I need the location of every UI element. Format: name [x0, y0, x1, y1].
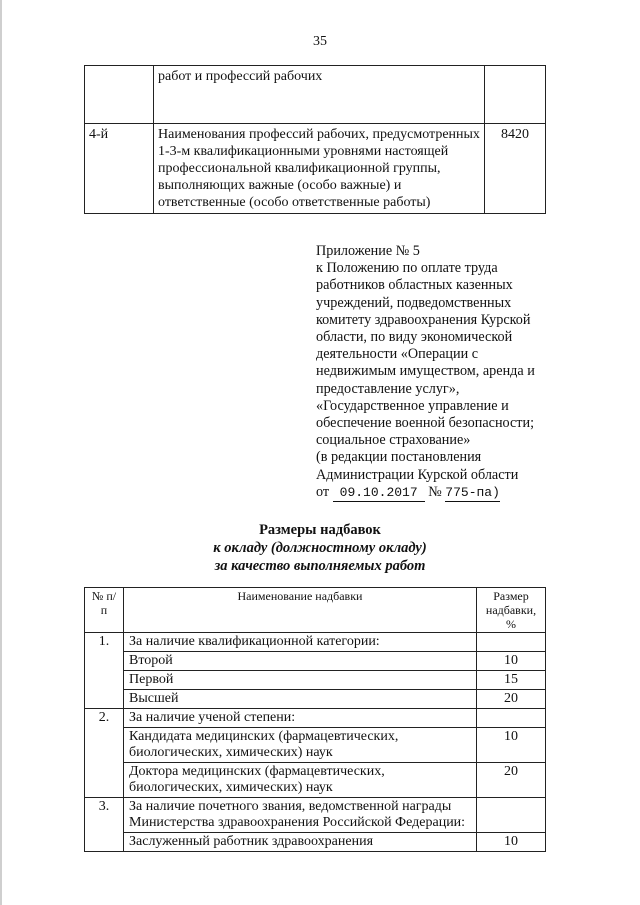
- appendix-line: деятельности «Операции с: [316, 346, 479, 363]
- table-row: [85, 728, 546, 763]
- group-title: За наличие квалификационной категории:: [124, 633, 477, 652]
- empty-cell: [477, 709, 546, 728]
- header-name: Наименование надбавки: [124, 588, 477, 633]
- appendix-line: Администрации Курской области: [316, 466, 519, 483]
- appendix-line: обеспечение военной безопасности;: [316, 415, 535, 432]
- table-row: [85, 671, 546, 690]
- appendix-line: к Положению по оплате труда: [316, 260, 498, 277]
- group-num: 2.: [85, 709, 124, 798]
- appendix-block: [316, 243, 586, 502]
- page-number: 35: [313, 34, 327, 49]
- item-name: Первой: [124, 671, 477, 690]
- table-cell-num: 4-й: [85, 124, 154, 214]
- empty-cell: [477, 633, 546, 652]
- item-name: Кандидата медицинских (фармацевтических, биологических, химических) наук: [124, 728, 477, 763]
- appendix-line: «Государственное управление и: [316, 397, 509, 414]
- appendix-line: недвижимым имуществом, аренда и: [316, 363, 535, 380]
- appendix-line: социальное страхование»: [316, 432, 471, 449]
- table-row: [85, 690, 546, 709]
- scan-edge: [0, 0, 2, 905]
- number-prefix: №: [428, 483, 442, 500]
- table-cell-num: [85, 66, 154, 124]
- table-row: [85, 709, 546, 728]
- appendix-line: области, по виду экономической: [316, 329, 513, 346]
- table-cell-value: [485, 66, 546, 124]
- table-cell-text: работ и профессий рабочих: [154, 66, 485, 124]
- item-value: 10: [477, 652, 546, 671]
- document-date: 09.10.2017: [333, 484, 425, 502]
- appendix-line: (в редакции постановления: [316, 449, 482, 466]
- appendix-line: предоставление услуг»,: [316, 380, 460, 397]
- item-name: Высшей: [124, 690, 477, 709]
- table-row: [85, 652, 546, 671]
- table-cell-value: 8420: [485, 124, 546, 214]
- item-name: Второй: [124, 652, 477, 671]
- table-row: [85, 66, 546, 124]
- title-line-1: Размеры надбавок: [259, 522, 381, 538]
- table-row: [85, 633, 546, 652]
- document-number: 775-па): [445, 484, 500, 502]
- group-num: 1.: [85, 633, 124, 709]
- appendix-line: комитету здравоохранения Курской: [316, 311, 531, 328]
- date-prefix: от: [316, 483, 330, 500]
- item-value: 20: [477, 763, 546, 798]
- table-row: [85, 798, 546, 833]
- header-num: № п/п: [85, 588, 124, 633]
- table-row: [85, 124, 546, 214]
- group-title: За наличие ученой степени:: [124, 709, 477, 728]
- appendix-line: учреждений, подведомственных: [316, 294, 512, 311]
- header-size: Размер надбавки, %: [477, 588, 546, 633]
- appendix-line: Приложение № 5: [316, 243, 420, 259]
- item-value: 15: [477, 671, 546, 690]
- item-value: 20: [477, 690, 546, 709]
- top-table: [84, 65, 546, 214]
- group-title: За наличие почетного звания, ведомственной награды Министерства здравоохранения Российской Федерации:: [124, 798, 477, 833]
- title-line-2: к окладу (должностному окладу): [213, 540, 427, 556]
- table-row: [85, 833, 546, 852]
- table-header-row: [85, 588, 546, 633]
- table-cell-text: Наименования профессий рабочих, предусмотренных 1-3-м квалификационными уровнями настоящей профессиональной квалификационной группы, выполняющих важные (особо важные) и ответственные (особо ответственные работы): [154, 124, 485, 214]
- table-row: [85, 763, 546, 798]
- appendix-date-line: [316, 484, 586, 502]
- title-line-3: за качество выполняемых работ: [214, 558, 426, 574]
- group-num: 3.: [85, 798, 124, 852]
- item-value: 10: [477, 833, 546, 852]
- item-value: 10: [477, 728, 546, 763]
- empty-cell: [477, 798, 546, 833]
- item-name: Заслуженный работник здравоохранения: [124, 833, 477, 852]
- appendix-line: работников областных казенных: [316, 277, 513, 294]
- item-name: Доктора медицинских (фармацевтических, биологических, химических) наук: [124, 763, 477, 798]
- bonus-table: [84, 587, 546, 852]
